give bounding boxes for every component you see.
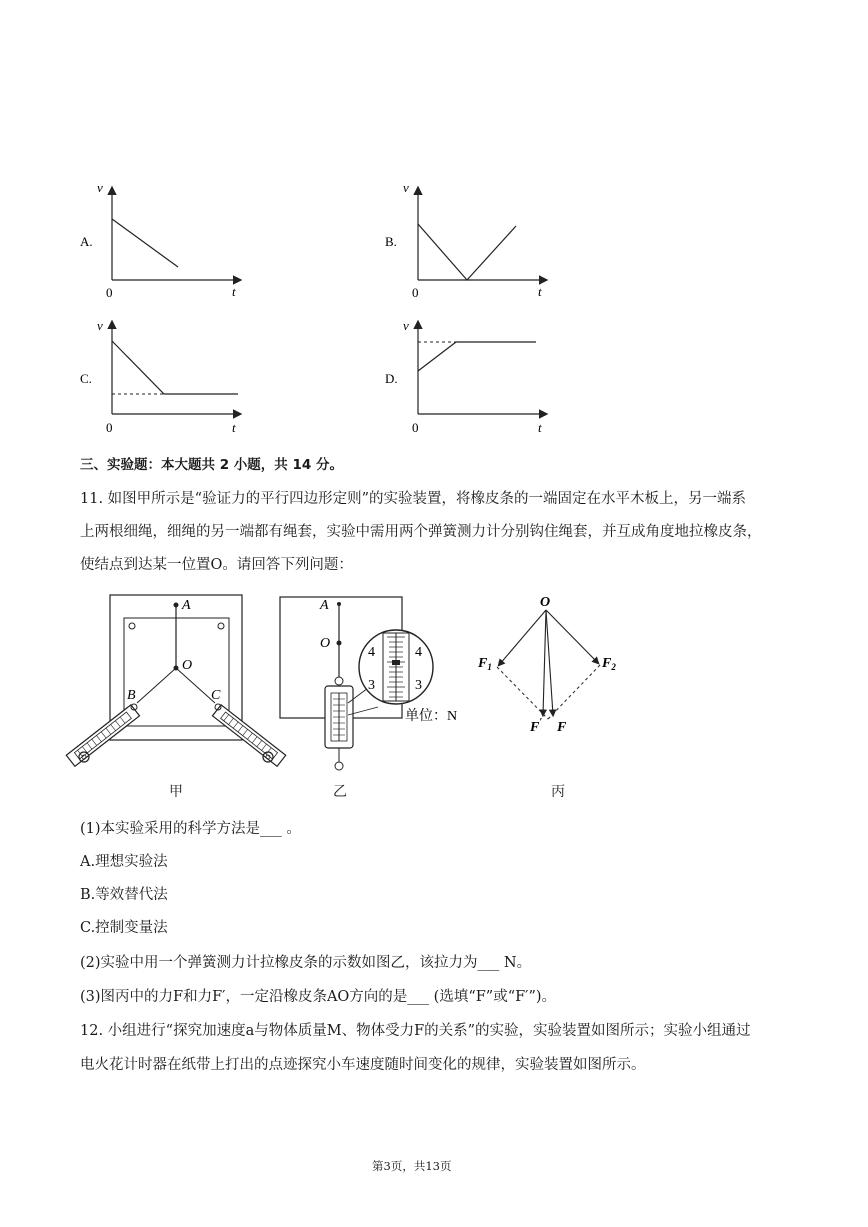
graph-a-origin: 0 (106, 285, 113, 300)
yi-tick-3-left: 3 (368, 678, 375, 693)
bing-label-f: F (557, 720, 567, 735)
page-number: 第3页，共13页 (372, 1159, 452, 1173)
figure-jia (66, 595, 285, 766)
graph-a-v-label: v (97, 180, 103, 195)
q12-line-1: 12. 小组进行“探究加速度a与物体质量M、物体受力F的关系”的实验，实验装置如图所示；实验小组通过 (80, 1023, 751, 1039)
bing-label-f1: $F_1$ (478, 656, 492, 672)
q11-sub-2: (2)实验中用一个弹簧测力计拉橡皮条的示数如图乙，该拉力为___ N。 (80, 955, 532, 971)
figure-bing (477, 595, 616, 735)
bing-label-o: O (540, 595, 551, 610)
q11-figure (0, 585, 868, 805)
graph-c-v-label: v (97, 318, 103, 333)
graph-b-v-label: v (403, 180, 409, 195)
graph-b (385, 180, 546, 300)
jia-label-a: A (182, 598, 191, 613)
yi-label-o: O (320, 636, 331, 651)
yi-tick-3-right: 3 (415, 678, 422, 693)
section-title: 三、实验题：本大题共 2 小题，共 14 分。 (80, 457, 343, 473)
vt-graphs (0, 0, 868, 450)
graph-c-option: C. (80, 371, 92, 386)
caption-yi: 乙 (333, 784, 347, 800)
q11-line-2: 上两根细绳，细绳的另一端都有绳套，实验中需用两个弹簧测力计分别钩住绳套，并互成角度地拉橡皮条， (80, 524, 762, 540)
caption-bing: 丙 (551, 784, 565, 800)
bing-label-f2: $F_2$ (602, 656, 616, 672)
q11-option-a: A.理想实验法 (80, 854, 168, 870)
graph-c-line (112, 341, 238, 394)
graph-c-t-label: t (232, 420, 236, 435)
q11-line-3: 使结点到达某一位置O。请回答下列问题： (80, 557, 353, 573)
q11-sub-3: (3)图丙中的力F和力F′，一定沿橡皮条AO方向的是___ (选填“F”或“F′”)。 (80, 989, 557, 1005)
graph-c (80, 318, 240, 435)
jia-label-c: C (211, 688, 221, 703)
figure-yi (280, 597, 457, 770)
graph-c-origin: 0 (106, 420, 113, 435)
jia-label-b: B (127, 688, 136, 703)
yi-unit-label: 单位：N (405, 709, 458, 724)
q11-sub-1: (1)本实验采用的科学方法是___ 。 (80, 821, 301, 837)
graph-d-line (418, 342, 536, 371)
q11-option-b: B.等效替代法 (80, 887, 168, 903)
graph-b-t-label: t (538, 284, 542, 299)
graph-a (80, 180, 240, 300)
q11-line-1: 11. 如图甲所示是“验证力的平行四边形定则”的实验装置，将橡皮条的一端固定在水平木板上，另一端系 (80, 491, 746, 507)
q11-option-c: C.控制变量法 (80, 920, 168, 936)
graph-b-option: B. (385, 234, 397, 249)
yi-label-a: A (320, 598, 329, 613)
graph-a-t-label: t (232, 284, 236, 299)
graph-b-line (418, 224, 516, 280)
graph-d-v-label: v (403, 318, 409, 333)
graph-b-origin: 0 (412, 285, 419, 300)
q12-line-2: 电火花计时器在纸带上打出的点迹探究小车速度随时间变化的规律，实验装置如图所示。 (80, 1057, 646, 1073)
graph-d-t-label: t (538, 420, 542, 435)
graph-d-option: D. (385, 371, 398, 386)
yi-tick-4-right: 4 (415, 645, 422, 660)
yi-tick-4-left: 4 (368, 645, 375, 660)
graph-a-option: A. (80, 234, 93, 249)
caption-jia: 甲 (169, 784, 183, 800)
jia-label-o: O (182, 658, 193, 673)
graph-d (385, 318, 546, 435)
graph-d-origin: 0 (412, 420, 419, 435)
bing-label-fprime: F′ (530, 717, 543, 735)
graph-a-line (112, 219, 178, 267)
